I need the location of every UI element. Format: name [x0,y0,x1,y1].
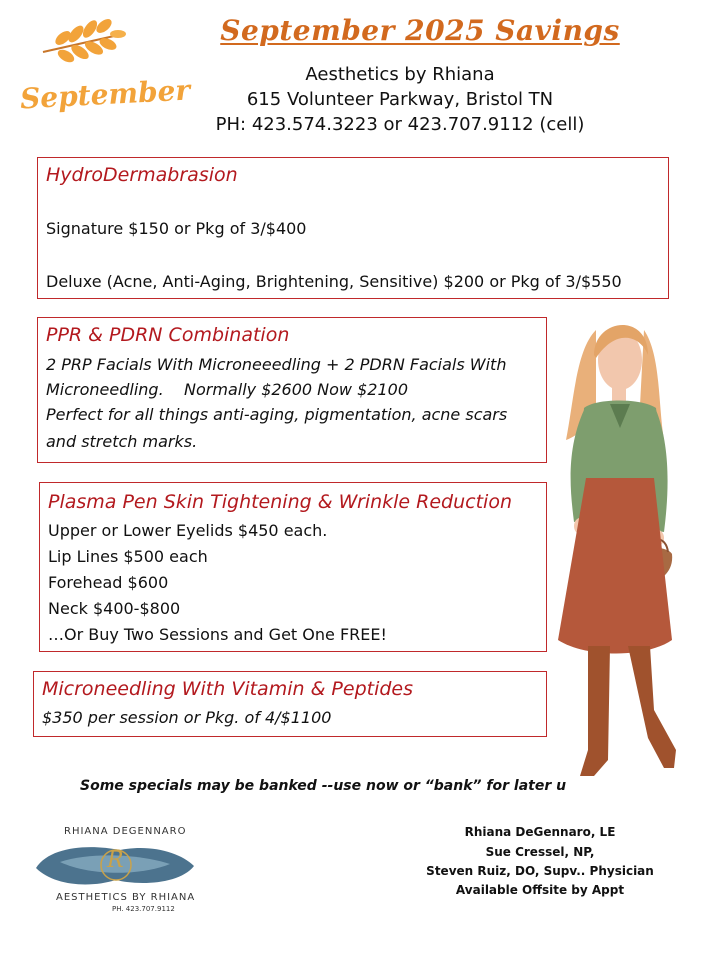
price-line: Upper or Lower Eyelids $450 each. [48,521,328,540]
business-name: Aesthetics by Rhiana [305,64,495,85]
prp-pdrn-section [37,317,547,463]
page-title: September 2025 Savings [220,14,620,47]
business-address: 615 Volunteer Parkway, Bristol TN [246,89,554,110]
banking-note: Some specials may be banked --use now or “bank” for later u [80,778,567,794]
month-badge: September [19,73,191,116]
section-title: HydroDermabrasion [46,164,238,186]
logo-letter: R [107,848,124,873]
business-logo [30,826,200,916]
plasma-pen-section [39,482,547,652]
availability-note: Available Offsite by Appt [455,883,625,897]
staff-name: Steven Ruiz, DO, Supv.. Physician [426,864,654,878]
hydrodermabrasion-section [37,157,669,299]
logo-bottom-text: AESTHETICS BY RHIANA [56,892,196,903]
section-title: Plasma Pen Skin Tightening & Wrinkle Reduction [48,491,512,513]
price-line: Lip Lines $500 each [48,547,208,566]
price-line: Signature $150 or Pkg of 3/$400 [46,219,307,238]
autumn-leaf-icon [38,14,128,64]
microneedling-section [33,671,547,737]
woman-illustration [536,310,716,790]
description-line: Perfect for all things anti-aging, pigmentation, acne scars [46,405,508,424]
price-line: Microneedling. Normally $2600 Now $2100 [46,380,408,399]
staff-name: Sue Cressel, NP, [485,845,595,859]
section-title: Microneedling With Vitamin & Peptides [42,678,414,700]
promo-line: …Or Buy Two Sessions and Get One FREE! [48,625,387,644]
price-line: Neck $400-$800 [48,599,181,618]
description-line: and stretch marks. [46,432,198,451]
logo-top-text: RHIANA DEGENNARO [64,826,187,837]
logo-phone: PH. 423.707.9112 [112,905,175,913]
price-line: Deluxe (Acne, Anti-Aging, Brightening, Sensitive) $200 or Pkg of 3/$550 [46,272,622,291]
price-line: Forehead $600 [48,573,169,592]
price-line: $350 per session or Pkg. of 4/$1100 [42,708,332,727]
section-title: PPR & PDRN Combination [46,324,290,346]
description-line: 2 PRP Facials With Microneeedling + 2 PDRN Facials With [46,355,507,374]
staff-name: Rhiana DeGennaro, LE [464,825,616,839]
business-phone: PH: 423.574.3223 or 423.707.9112 (cell) [215,114,585,135]
